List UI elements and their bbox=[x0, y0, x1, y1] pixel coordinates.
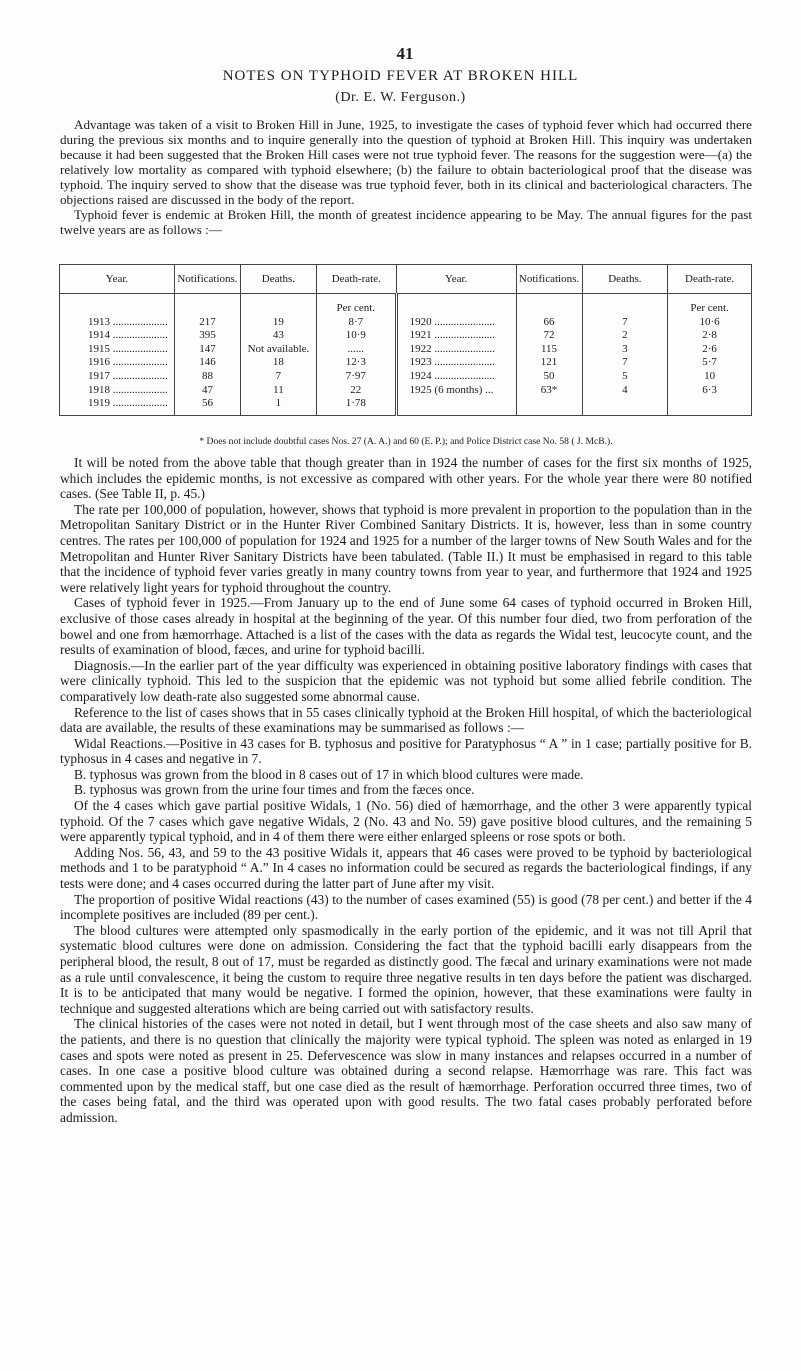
cell-deaths bbox=[582, 397, 668, 415]
page-number: 41 bbox=[396, 44, 414, 63]
intro-section bbox=[60, 117, 752, 237]
cell-deaths: 5 bbox=[582, 370, 668, 384]
body-paragraph: Widal Reactions.—Positive in 43 cases for B. typhosus and positive for Paratyphosus “ A ” in 1 case; partially positive for B. typhosus in 4 cases and negative in 7. bbox=[60, 735, 752, 767]
cell-notifications: 217 bbox=[174, 316, 240, 330]
cell-year: 1914 .................... bbox=[60, 329, 175, 343]
body-paragraph: The proportion of positive Widal reactions (43) to the number of cases examined (55) is good (78 per cent.) and better if the 4 incomplete positives are included (89 per cent.). bbox=[60, 891, 752, 923]
cell-death-rate: 2·8 bbox=[668, 329, 752, 343]
report-author: (Dr. E. W. Ferguson.) bbox=[335, 90, 466, 105]
cell-death-rate: 10·6 bbox=[668, 316, 752, 330]
cell-notifications: 50 bbox=[516, 370, 582, 384]
cell-year bbox=[396, 397, 516, 415]
cell-deaths: 4 bbox=[582, 384, 668, 398]
intro-paragraph: Advantage was taken of a visit to Broken Hill in June, 1925, to investigate the cases of typhoid fever which had occurred there during the previous six months and to inquire generally into the question of typhoid at Broken Hill. This inquiry was undertaken because it had been suggested that the Broken Hill cases were not true typhoid fever. The reasons for the suggestion were—(a) the relatively low mortality as compared with typhoid elsewhere; (b) the failure to obtain bacteriological proof that the disease was typhoid. The inquiry served to show that the disease was true typhoid fever, both in its clinical and bacteriological characters. The objections raised are discussed in the body of the report. bbox=[60, 117, 752, 207]
table-header-row bbox=[60, 265, 752, 294]
cell-death-rate: 7·97 bbox=[316, 370, 396, 384]
unit-row bbox=[60, 294, 752, 316]
body-paragraph: Cases of typhoid fever in 1925.—From January up to the end of June some 64 cases of typhoid occurred in Broken Hill, exclusive of those cases already in hospital at the beginning of the year. Of this number four died, two from perforation of the bowel and one from hæmorrhage. Attached is a list of the cases with the data as regards the Widal test, leucocyte count, and the results of examination of blood, fæces, and urine for typhoid bacilli. bbox=[60, 595, 752, 658]
cell-notifications: 146 bbox=[174, 356, 240, 370]
body-paragraph: The rate per 100,000 of population, however, shows that typhoid is more prevalent in proportion to the population than in the Metropolitan Sanitary District or in the Hunter River Combined Sanitary Districts. It is, however, less than in some country centres. The rates per 100,000 of population for 1924 and 1925 for a number of the larger towns of New South Wales and for the Metropolitan and Hunter River Sanitary Districts have been tabulated. (Table II.) It must be emphasised in regard to this table that the incidence of typhoid fever varies greatly in many country towns from year to year, and furthermore that 1924 and 1925 were relatively light years for typhoid throughout the country. bbox=[60, 501, 752, 595]
cell-deaths: 11 bbox=[240, 384, 316, 398]
cell-deaths: 18 bbox=[240, 356, 316, 370]
cell-death-rate: 8·7 bbox=[316, 316, 396, 330]
cell-notifications: 63* bbox=[516, 384, 582, 398]
cell-notifications: 88 bbox=[174, 370, 240, 384]
cell-death-rate: 22 bbox=[316, 384, 396, 398]
table-row bbox=[60, 356, 752, 370]
col-header-notifications: Notifications. bbox=[174, 265, 240, 294]
cell-deaths: 7 bbox=[582, 316, 668, 330]
col-header-notifications-2: Notifications. bbox=[516, 265, 582, 294]
cell-deaths: 1 bbox=[240, 397, 316, 415]
cell-notifications: 121 bbox=[516, 356, 582, 370]
body-paragraph: The blood cultures were attempted only spasmodically in the early portion of the epidemic, and it was not till April that systematic blood cultures were done on admission. Considering the fact that the typhoid bacilli early disappears from the peripheral blood, the result, 8 out of 17, must be regarded as distinctly good. The fæcal and urinary examinations were not made as a rule until convalescence, it being the custom to require three negative results in ten days before the patient was discharged. It is to be anticipated that many would be negative. I formed the opinion, however, that these examinations were faulty in technique and suggested alterations which are being carried out with satisfactory results. bbox=[60, 922, 752, 1016]
body-paragraph: The clinical histories of the cases were not noted in detail, but I went through most of the case sheets and also saw many of the patients, and there is no question that clinically the majority were typical typhoid. The spleen was noted as enlarged in 19 cases and spots were noted as present in 25. Defervescence was slow in many instances and relapses occurred in a number of cases. In one case a positive blood culture was obtained during a second relapse. Hæmorrhage was rare. This fact was commented upon by the medical staff, but one case died as the result of hæmorrhage. Perforation occurred three times, two of the cases being fatal, and the third was operated upon with good results. The two fatal cases probably perforated before admission. bbox=[60, 1016, 752, 1125]
cell-death-rate: 1·78 bbox=[316, 397, 396, 415]
body-paragraph: B. typhosus was grown from the urine four times and from the fæces once. bbox=[74, 782, 475, 798]
cell-year: 1921 ...................... bbox=[396, 329, 516, 343]
cell-notifications: 47 bbox=[174, 384, 240, 398]
col-header-year-2: Year. bbox=[396, 265, 516, 294]
cell-year: 1922 ...................... bbox=[396, 343, 516, 357]
cell-year: 1915 .................... bbox=[60, 343, 175, 357]
typhoid-statistics-table bbox=[59, 264, 752, 416]
cell-notifications: 56 bbox=[174, 397, 240, 415]
table-row bbox=[60, 343, 752, 357]
col-header-deaths-2: Deaths. bbox=[582, 265, 668, 294]
cell-year: 1918 .................... bbox=[60, 384, 175, 398]
cell-deaths: 43 bbox=[240, 329, 316, 343]
body-paragraph: It will be noted from the above table that though greater than in 1924 the number of cases for the first six months of 1925, which includes the epidemic months, is not excessive as compared with other years. For the whole year there were 80 notified cases. (See Table II, p. 45.) bbox=[60, 455, 752, 502]
cell-deaths: 7 bbox=[582, 356, 668, 370]
cell-year: 1916 .................... bbox=[60, 356, 175, 370]
report-title: NOTES ON TYPHOID FEVER AT BROKEN HILL bbox=[222, 68, 579, 84]
unit-label: Per cent. bbox=[668, 294, 752, 316]
body-paragraph: Diagnosis.—In the earlier part of the year difficulty was experienced in obtaining positive laboratory findings with cases that were clinically typhoid. This led to the suspicion that the epidemic was not typhoid but some allied febrile condition. The comparatively low death-rate also suggested some abnormal cause. bbox=[60, 657, 752, 704]
cell-deaths: Not available. bbox=[240, 343, 316, 357]
cell-year: 1923 ...................... bbox=[396, 356, 516, 370]
cell-death-rate: 10 bbox=[668, 370, 752, 384]
body-paragraph: Reference to the list of cases shows that in 55 cases clinically typhoid at the Broken Hill hospital, of which the bacteriological data are available, the results of these examinations may be summarised as follows :— bbox=[60, 704, 752, 736]
cell-deaths: 3 bbox=[582, 343, 668, 357]
cell-deaths: 2 bbox=[582, 329, 668, 343]
cell-notifications: 395 bbox=[174, 329, 240, 343]
cell-death-rate: ...... bbox=[316, 343, 396, 357]
cell-death-rate: 10·9 bbox=[316, 329, 396, 343]
cell-notifications: 147 bbox=[174, 343, 240, 357]
body-paragraph: Adding Nos. 56, 43, and 59 to the 43 positive Widals it, appears that 46 cases were proved to be typhoid by bacteriological methods and 1 to be paratyphoid “ A.” In 4 cases no information could be secured as regards the bacteriological findings, if any tests were done; and 4 cases occurred during the latter part of June after my visit. bbox=[60, 844, 752, 892]
cell-deaths: 19 bbox=[240, 316, 316, 330]
report-body bbox=[60, 455, 752, 1126]
cell-notifications: 66 bbox=[516, 316, 582, 330]
cell-year: 1924 ...................... bbox=[396, 370, 516, 384]
unit-label: Per cent. bbox=[316, 294, 396, 316]
body-paragraph: B. typhosus was grown from the blood in 8 cases out of 17 in which blood cultures were made. bbox=[74, 766, 584, 782]
col-header-death-rate: Death-rate. bbox=[316, 265, 396, 294]
cell-deaths: 7 bbox=[240, 370, 316, 384]
cell-notifications: 72 bbox=[516, 329, 582, 343]
cell-death-rate: 12·3 bbox=[316, 356, 396, 370]
table-footnote: * Does not include doubtful cases Nos. 27 (A. A.) and 60 (E. P.); and Police District case No. 58 ( J. McB.). bbox=[199, 436, 613, 447]
col-header-death-rate-2: Death-rate. bbox=[668, 265, 752, 294]
cell-death-rate: 5·7 bbox=[668, 356, 752, 370]
cell-year: 1920 ...................... bbox=[396, 316, 516, 330]
cell-death-rate bbox=[668, 397, 752, 415]
table-row bbox=[60, 329, 752, 343]
cell-year: 1913 .................... bbox=[60, 316, 175, 330]
cell-year: 1925 (6 months) ... bbox=[396, 384, 516, 398]
table-row bbox=[60, 316, 752, 330]
intro-paragraph: Typhoid fever is endemic at Broken Hill, the month of greatest incidence appearing to be May. The annual figures for the past twelve years are as follows :— bbox=[60, 207, 752, 237]
cell-year: 1917 .................... bbox=[60, 370, 175, 384]
cell-death-rate: 6·3 bbox=[668, 384, 752, 398]
table-row bbox=[60, 370, 752, 384]
cell-notifications: 115 bbox=[516, 343, 582, 357]
table-row bbox=[60, 397, 752, 415]
body-paragraph: Of the 4 cases which gave partial positive Widals, 1 (No. 56) died of hæmorrhage, and the other 3 were apparently typical typhoid. Of the 7 cases which gave negative Widals, 2 (No. 43 and No. 59) gave positive blood cultures, and the remaining 5 were apparently typical typhoid, and in 4 of them there were either enlarged spleens or rose spots or both. bbox=[60, 798, 752, 845]
cell-year: 1919 .................... bbox=[60, 397, 175, 415]
col-header-year: Year. bbox=[60, 265, 175, 294]
col-header-deaths: Deaths. bbox=[240, 265, 316, 294]
table-row bbox=[60, 384, 752, 398]
cell-death-rate: 2·6 bbox=[668, 343, 752, 357]
cell-notifications bbox=[516, 397, 582, 415]
